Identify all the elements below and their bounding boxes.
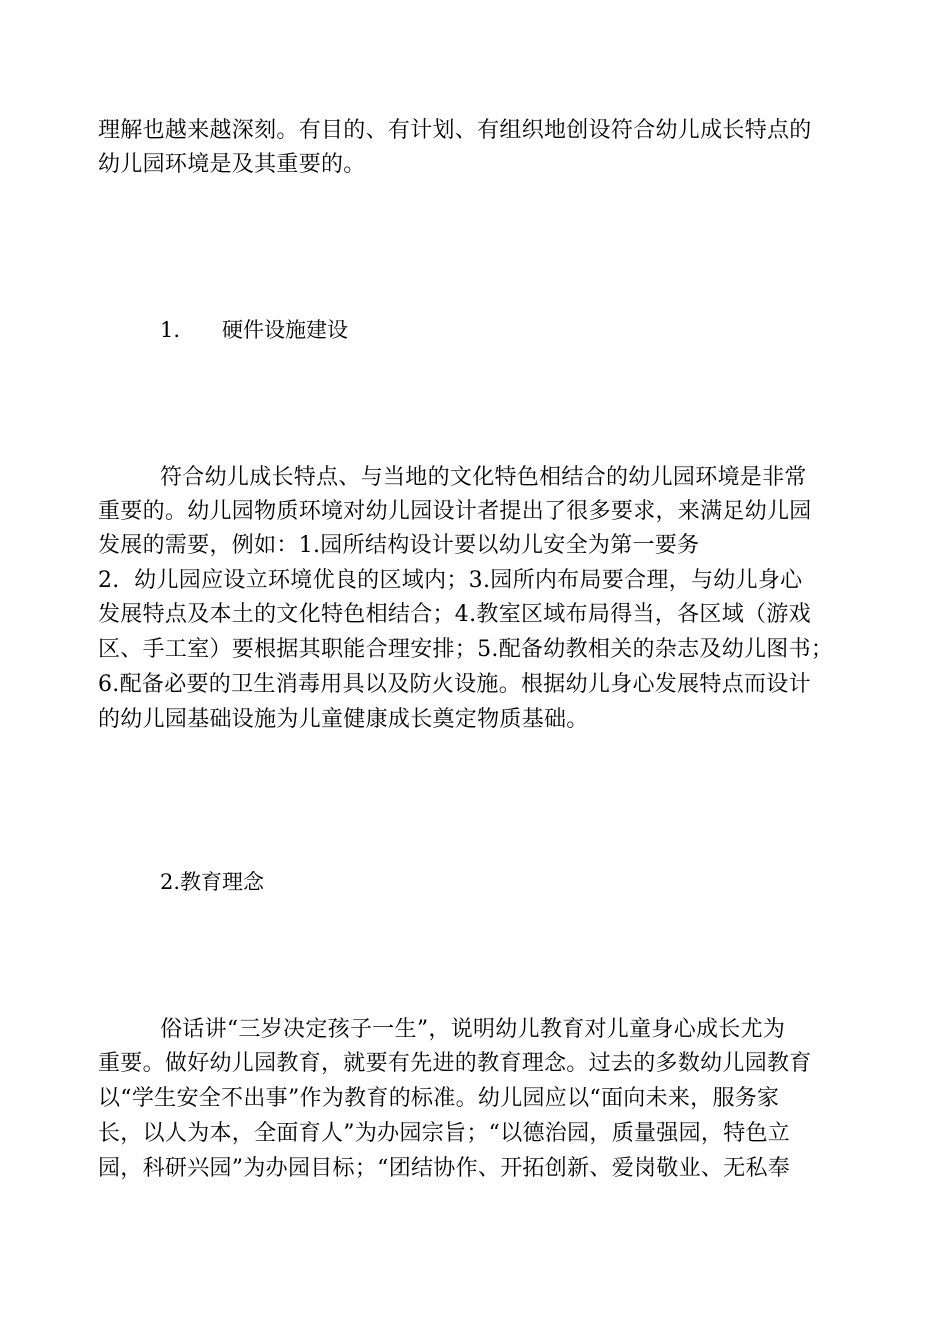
paragraph-line: 的幼儿园基础设施为儿童健康成长奠定物质基础。 <box>98 707 589 732</box>
section-title: 2.教育理念 <box>160 870 265 894</box>
paragraph-line: 重要。做好幼儿园教育，就要有先进的教育理念。过去的多数幼儿园教育 <box>98 1051 812 1076</box>
paragraph-line: 2. 幼儿园应设立环境优良的区域内；3.园所内布局要合理，与幼儿身心 <box>98 568 803 593</box>
paragraph-line: 幼儿园环境是及其重要的。 <box>98 152 366 177</box>
paragraph-line: 发展的需要，例如：1.园所结构设计要以幼儿安全为第一要务 <box>98 533 700 558</box>
paragraph-line: 园，科研兴园”为办园目标；“团结协作、开拓创新、爱岗敬业、无私奉 <box>98 1156 791 1181</box>
paragraph-line: 区、手工室）要根据其职能合理安排；5.配备幼教相关的杂志及幼儿图书； <box>98 637 834 662</box>
paragraph-line: 长，以人为本，全面育人”为办园宗旨；“以德治园，质量强园，特色立 <box>98 1121 791 1146</box>
paragraph-line: 俗话讲“三岁决定孩子一生”，说明幼儿教育对儿童身心成长尤为 <box>160 1017 786 1042</box>
paragraph-line: 符合幼儿成长特点、与当地的文化特色相结合的幼儿园环境是非常 <box>160 465 807 490</box>
paragraph-line: 重要的。幼儿园物质环境对幼儿园设计者提出了很多要求，来满足幼儿园 <box>98 499 812 524</box>
section-title: 硬件设施建设 <box>222 318 348 342</box>
paragraph-line: 以“学生安全不出事”作为教育的标准。幼儿园应以“面向未来，服务家 <box>98 1086 780 1111</box>
paragraph-line: 6.配备必要的卫生消毒用具以及防火设施。根据幼儿身心发展特点而设计 <box>98 672 811 697</box>
section-number: 1. <box>160 318 181 342</box>
paragraph-line: 发展特点及本土的文化特色相结合；4.教室区域布局得当，各区域（游戏 <box>98 602 811 627</box>
paragraph-line: 理解也越来越深刻。有目的、有计划、有组织地创设符合幼儿成长特点的 <box>98 118 812 143</box>
